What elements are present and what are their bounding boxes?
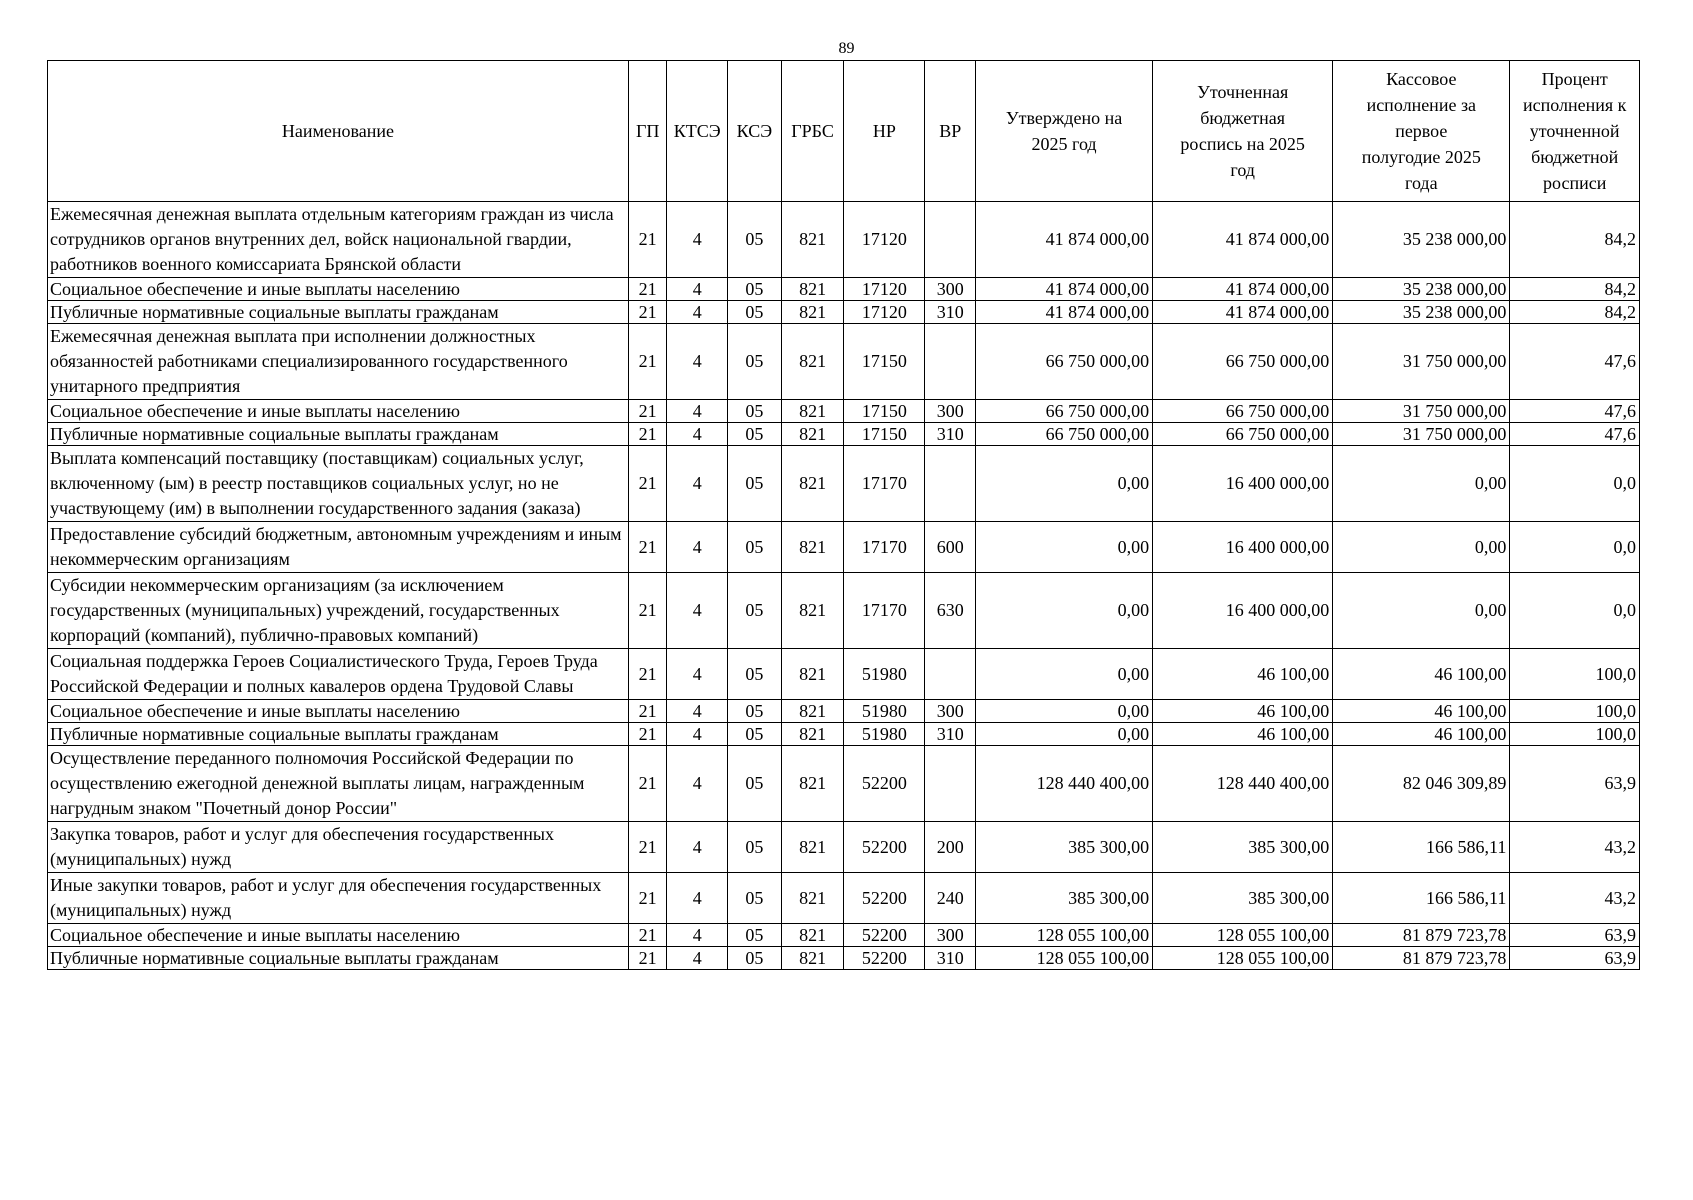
row-percent: 63,9 (1510, 746, 1640, 822)
row-ktse: 4 (667, 649, 728, 700)
row-gp: 21 (628, 400, 666, 423)
row-refined: 128 055 100,00 (1153, 947, 1333, 970)
row-kse: 05 (728, 400, 782, 423)
header-refined: Уточненная бюджетная роспись на 2025 год (1153, 61, 1333, 202)
page-number: 89 (838, 40, 855, 57)
row-approved: 0,00 (976, 649, 1153, 700)
row-gp: 21 (628, 649, 666, 700)
row-gp: 21 (628, 301, 666, 324)
row-ktse: 4 (667, 278, 728, 301)
row-refined: 66 750 000,00 (1153, 324, 1333, 400)
row-grbs: 821 (781, 202, 844, 278)
row-name: Субсидии некоммерческим организациям (за исключением государственных (муниципальных) учреждений, государственных корпораций (компаний), публично-правовых компаний) (48, 573, 629, 649)
row-gp: 21 (628, 278, 666, 301)
row-approved: 41 874 000,00 (976, 202, 1153, 278)
row-approved: 128 055 100,00 (976, 924, 1153, 947)
row-vr (925, 202, 976, 278)
row-name: Публичные нормативные социальные выплаты гражданам (48, 301, 629, 324)
row-approved: 66 750 000,00 (976, 400, 1153, 423)
row-percent: 84,2 (1510, 278, 1640, 301)
row-vr: 200 (925, 822, 976, 873)
row-name: Публичные нормативные социальные выплаты гражданам (48, 723, 629, 746)
row-refined: 16 400 000,00 (1153, 446, 1333, 522)
row-np: 51980 (844, 723, 925, 746)
row-cash: 0,00 (1333, 522, 1510, 573)
row-refined: 41 874 000,00 (1153, 202, 1333, 278)
row-name: Ежемесячная денежная выплата при исполнении должностных обязанностей работниками специализированного государственного унитарного предприятия (48, 324, 629, 400)
row-np: 52200 (844, 873, 925, 924)
header-vr: ВР (925, 61, 976, 202)
row-refined: 46 100,00 (1153, 700, 1333, 723)
row-vr (925, 746, 976, 822)
row-cash: 46 100,00 (1333, 700, 1510, 723)
row-cash: 46 100,00 (1333, 649, 1510, 700)
row-grbs: 821 (781, 278, 844, 301)
row-gp: 21 (628, 723, 666, 746)
row-np: 17120 (844, 278, 925, 301)
row-np: 52200 (844, 822, 925, 873)
row-np: 17150 (844, 324, 925, 400)
row-vr: 600 (925, 522, 976, 573)
row-ktse: 4 (667, 301, 728, 324)
row-approved: 385 300,00 (976, 873, 1153, 924)
header-kse: КСЭ (728, 61, 782, 202)
row-grbs: 821 (781, 924, 844, 947)
row-ktse: 4 (667, 573, 728, 649)
row-name: Социальная поддержка Героев Социалистического Труда, Героев Труда Российской Федерации и полных кавалеров ордена Трудовой Славы (48, 649, 629, 700)
row-approved: 0,00 (976, 446, 1153, 522)
row-vr: 300 (925, 400, 976, 423)
row-percent: 0,0 (1510, 522, 1640, 573)
row-percent: 100,0 (1510, 700, 1640, 723)
row-kse: 05 (728, 723, 782, 746)
row-gp: 21 (628, 522, 666, 573)
row-np: 17120 (844, 202, 925, 278)
table-row (48, 822, 1640, 873)
row-ktse: 4 (667, 873, 728, 924)
header-gp: ГП (628, 61, 666, 202)
row-vr (925, 446, 976, 522)
row-cash: 0,00 (1333, 573, 1510, 649)
row-kse: 05 (728, 202, 782, 278)
row-grbs: 821 (781, 649, 844, 700)
row-grbs: 821 (781, 873, 844, 924)
table-row (48, 324, 1640, 400)
header-grbs: ГРБС (781, 61, 844, 202)
table-row (48, 947, 1640, 970)
row-ktse: 4 (667, 423, 728, 446)
row-refined: 46 100,00 (1153, 723, 1333, 746)
row-approved: 0,00 (976, 573, 1153, 649)
table-row (48, 522, 1640, 573)
row-np: 17150 (844, 423, 925, 446)
row-np: 17150 (844, 400, 925, 423)
row-refined: 16 400 000,00 (1153, 573, 1333, 649)
row-approved: 385 300,00 (976, 822, 1153, 873)
table-row (48, 873, 1640, 924)
row-grbs: 821 (781, 400, 844, 423)
row-cash: 31 750 000,00 (1333, 400, 1510, 423)
row-refined: 66 750 000,00 (1153, 423, 1333, 446)
row-name: Социальное обеспечение и иные выплаты населению (48, 400, 629, 423)
table-row (48, 924, 1640, 947)
row-approved: 128 440 400,00 (976, 746, 1153, 822)
row-ktse: 4 (667, 822, 728, 873)
row-gp: 21 (628, 324, 666, 400)
row-refined: 16 400 000,00 (1153, 522, 1333, 573)
row-percent: 63,9 (1510, 947, 1640, 970)
row-cash: 46 100,00 (1333, 723, 1510, 746)
header-percent: Процент исполнения к уточненной бюджетной росписи (1510, 61, 1640, 202)
row-cash: 35 238 000,00 (1333, 202, 1510, 278)
row-percent: 84,2 (1510, 202, 1640, 278)
row-name: Предоставление субсидий бюджетным, автономным учреждениям и иным некоммерческим организациям (48, 522, 629, 573)
row-name: Иные закупки товаров, работ и услуг для обеспечения государственных (муниципальных) нужд (48, 873, 629, 924)
row-gp: 21 (628, 746, 666, 822)
row-vr: 310 (925, 723, 976, 746)
table-row (48, 723, 1640, 746)
row-kse: 05 (728, 301, 782, 324)
row-kse: 05 (728, 573, 782, 649)
row-approved: 66 750 000,00 (976, 324, 1153, 400)
table-row (48, 746, 1640, 822)
budget-table (47, 60, 1640, 970)
row-np: 51980 (844, 649, 925, 700)
row-vr: 240 (925, 873, 976, 924)
row-kse: 05 (728, 278, 782, 301)
row-np: 17170 (844, 573, 925, 649)
row-cash: 35 238 000,00 (1333, 301, 1510, 324)
row-cash: 82 046 309,89 (1333, 746, 1510, 822)
row-refined: 41 874 000,00 (1153, 301, 1333, 324)
row-cash: 0,00 (1333, 446, 1510, 522)
row-ktse: 4 (667, 324, 728, 400)
header-ktse: КТСЭ (667, 61, 728, 202)
row-refined: 128 055 100,00 (1153, 924, 1333, 947)
header-np: НР (844, 61, 925, 202)
row-cash: 81 879 723,78 (1333, 924, 1510, 947)
row-cash: 166 586,11 (1333, 822, 1510, 873)
row-cash: 166 586,11 (1333, 873, 1510, 924)
row-kse: 05 (728, 947, 782, 970)
row-ktse: 4 (667, 202, 728, 278)
row-kse: 05 (728, 700, 782, 723)
row-approved: 128 055 100,00 (976, 947, 1153, 970)
row-kse: 05 (728, 446, 782, 522)
row-name: Выплата компенсаций поставщику (поставщикам) социальных услуг, включенному (ым) в реестр поставщиков социальных услуг, но не участвующему (им) в выполнении государственного задания (заказа) (48, 446, 629, 522)
row-vr: 310 (925, 947, 976, 970)
row-np: 17120 (844, 301, 925, 324)
table-row (48, 649, 1640, 700)
row-ktse: 4 (667, 723, 728, 746)
row-kse: 05 (728, 423, 782, 446)
row-percent: 43,2 (1510, 873, 1640, 924)
row-grbs: 821 (781, 723, 844, 746)
row-refined: 385 300,00 (1153, 873, 1333, 924)
row-name: Ежемесячная денежная выплата отдельным категориям граждан из числа сотрудников органов внутренних дел, войск национальной гвардии, работников военного комиссариата Брянской области (48, 202, 629, 278)
row-name: Осуществление переданного полномочия Российской Федерации по осуществлению ежегодной денежной выплаты лицам, награжденным нагрудным знаком "Почетный донор России" (48, 746, 629, 822)
row-percent: 84,2 (1510, 301, 1640, 324)
row-name: Социальное обеспечение и иные выплаты населению (48, 924, 629, 947)
row-ktse: 4 (667, 700, 728, 723)
row-ktse: 4 (667, 446, 728, 522)
row-vr: 300 (925, 924, 976, 947)
table-row (48, 400, 1640, 423)
row-refined: 385 300,00 (1153, 822, 1333, 873)
row-kse: 05 (728, 522, 782, 573)
row-refined: 41 874 000,00 (1153, 278, 1333, 301)
row-kse: 05 (728, 873, 782, 924)
row-gp: 21 (628, 202, 666, 278)
row-vr: 300 (925, 278, 976, 301)
row-cash: 31 750 000,00 (1333, 324, 1510, 400)
row-percent: 100,0 (1510, 649, 1640, 700)
row-approved: 0,00 (976, 723, 1153, 746)
row-grbs: 821 (781, 324, 844, 400)
row-np: 52200 (844, 924, 925, 947)
row-grbs: 821 (781, 423, 844, 446)
header-name: Наименование (48, 61, 629, 202)
row-approved: 0,00 (976, 522, 1153, 573)
row-grbs: 821 (781, 446, 844, 522)
table-row (48, 700, 1640, 723)
row-gp: 21 (628, 822, 666, 873)
row-grbs: 821 (781, 301, 844, 324)
row-gp: 21 (628, 947, 666, 970)
row-percent: 43,2 (1510, 822, 1640, 873)
row-kse: 05 (728, 324, 782, 400)
row-vr (925, 649, 976, 700)
row-vr: 310 (925, 301, 976, 324)
row-kse: 05 (728, 746, 782, 822)
row-gp: 21 (628, 573, 666, 649)
row-gp: 21 (628, 873, 666, 924)
header-approved: Утверждено на 2025 год (976, 61, 1153, 202)
row-gp: 21 (628, 423, 666, 446)
row-ktse: 4 (667, 746, 728, 822)
row-percent: 100,0 (1510, 723, 1640, 746)
table-row (48, 301, 1640, 324)
row-refined: 66 750 000,00 (1153, 400, 1333, 423)
row-grbs: 821 (781, 822, 844, 873)
row-grbs: 821 (781, 522, 844, 573)
row-percent: 47,6 (1510, 400, 1640, 423)
row-gp: 21 (628, 446, 666, 522)
row-name: Публичные нормативные социальные выплаты гражданам (48, 947, 629, 970)
row-cash: 31 750 000,00 (1333, 423, 1510, 446)
row-np: 17170 (844, 446, 925, 522)
row-name: Публичные нормативные социальные выплаты гражданам (48, 423, 629, 446)
row-vr: 300 (925, 700, 976, 723)
row-cash: 35 238 000,00 (1333, 278, 1510, 301)
row-np: 17170 (844, 522, 925, 573)
row-ktse: 4 (667, 522, 728, 573)
row-cash: 81 879 723,78 (1333, 947, 1510, 970)
row-refined: 128 440 400,00 (1153, 746, 1333, 822)
header-cash: Кассовое исполнение за первое полугодие 2025 года (1333, 61, 1510, 202)
row-np: 51980 (844, 700, 925, 723)
table-row (48, 202, 1640, 278)
row-grbs: 821 (781, 746, 844, 822)
row-percent: 47,6 (1510, 324, 1640, 400)
row-ktse: 4 (667, 947, 728, 970)
row-name: Закупка товаров, работ и услуг для обеспечения государственных (муниципальных) нужд (48, 822, 629, 873)
row-refined: 46 100,00 (1153, 649, 1333, 700)
row-grbs: 821 (781, 947, 844, 970)
row-np: 52200 (844, 746, 925, 822)
row-vr (925, 324, 976, 400)
row-approved: 41 874 000,00 (976, 278, 1153, 301)
row-approved: 0,00 (976, 700, 1153, 723)
row-vr: 310 (925, 423, 976, 446)
table-row (48, 446, 1640, 522)
row-ktse: 4 (667, 400, 728, 423)
row-kse: 05 (728, 649, 782, 700)
table-row (48, 423, 1640, 446)
row-ktse: 4 (667, 924, 728, 947)
row-percent: 63,9 (1510, 924, 1640, 947)
table-row (48, 278, 1640, 301)
row-percent: 0,0 (1510, 446, 1640, 522)
row-gp: 21 (628, 924, 666, 947)
row-percent: 0,0 (1510, 573, 1640, 649)
row-vr: 630 (925, 573, 976, 649)
row-gp: 21 (628, 700, 666, 723)
row-np: 52200 (844, 947, 925, 970)
row-name: Социальное обеспечение и иные выплаты населению (48, 278, 629, 301)
row-approved: 66 750 000,00 (976, 423, 1153, 446)
row-grbs: 821 (781, 700, 844, 723)
row-name: Социальное обеспечение и иные выплаты населению (48, 700, 629, 723)
row-percent: 47,6 (1510, 423, 1640, 446)
row-kse: 05 (728, 924, 782, 947)
row-kse: 05 (728, 822, 782, 873)
row-grbs: 821 (781, 573, 844, 649)
table-header-row (48, 61, 1640, 202)
row-approved: 41 874 000,00 (976, 301, 1153, 324)
table-row (48, 573, 1640, 649)
